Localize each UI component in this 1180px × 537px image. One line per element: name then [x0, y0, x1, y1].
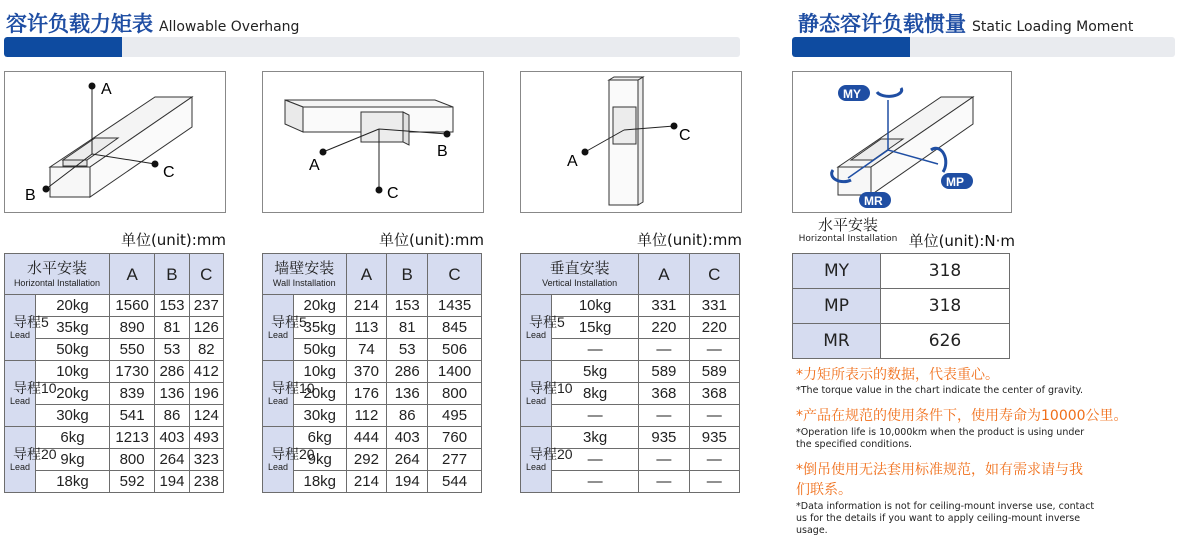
lead-group-label	[263, 427, 315, 493]
value-cell: 403	[155, 427, 189, 449]
label-b: B	[437, 143, 448, 160]
table-title-cell	[5, 254, 110, 295]
value-cell: 238	[189, 471, 223, 493]
value-cell: 370	[346, 361, 387, 383]
load-cell: 10kg	[36, 361, 110, 383]
value-cell: 1400	[428, 361, 482, 383]
value-cell: 544	[428, 471, 482, 493]
column-header: A	[109, 254, 154, 295]
value-cell: 112	[346, 405, 387, 427]
value-cell: 220	[689, 317, 739, 339]
lead-label-cn: 导程5	[13, 313, 49, 330]
lead-label-en: Lead	[267, 329, 289, 340]
moment-value-cell: 626	[881, 324, 1010, 359]
lead-group-label	[5, 427, 57, 493]
load-cell: 8kg	[552, 383, 639, 405]
load-cell: 20kg	[36, 383, 110, 405]
value-cell: 126	[189, 317, 223, 339]
value-cell: 1730	[109, 361, 154, 383]
moment-key-cell: MP	[793, 289, 881, 324]
value-cell: 412	[189, 361, 223, 383]
table-row	[263, 295, 482, 317]
load-cell: 5kg	[552, 361, 639, 383]
table-row	[5, 361, 224, 383]
value-cell: 286	[155, 361, 189, 383]
wall-table	[262, 253, 482, 493]
label-c: C	[163, 164, 175, 181]
moment-table	[792, 253, 1010, 359]
value-cell: 124	[189, 405, 223, 427]
moment-key-cell: MR	[793, 324, 881, 359]
horizontal-rail-drawing	[5, 72, 225, 212]
label-a: A	[101, 81, 112, 98]
table-row	[263, 405, 482, 427]
load-cell: 6kg	[294, 427, 347, 449]
moment-diagram	[792, 71, 1012, 213]
load-cell: —	[552, 405, 639, 427]
lead-label-en: Lead	[9, 395, 31, 406]
value-cell: 839	[109, 383, 154, 405]
value-cell: 331	[689, 295, 739, 317]
load-cell: 30kg	[36, 405, 110, 427]
value-cell: 935	[689, 427, 739, 449]
value-cell: 214	[346, 295, 387, 317]
load-cell: 20kg	[294, 295, 347, 317]
table-header-row	[263, 254, 482, 295]
load-cell: 30kg	[294, 405, 347, 427]
table-row	[263, 339, 482, 361]
value-cell: —	[689, 405, 739, 427]
title-cn: 容许负载力矩表	[6, 12, 153, 36]
value-cell: 495	[428, 405, 482, 427]
value-cell: 74	[346, 339, 387, 361]
moment-row	[793, 254, 1010, 289]
lead-label-cn: 导程20	[271, 445, 315, 462]
value-cell: 845	[428, 317, 482, 339]
lead-group-label	[263, 361, 315, 427]
column-header: C	[428, 254, 482, 295]
lead-label-en: Lead	[267, 461, 289, 472]
table-row	[5, 427, 224, 449]
table-row	[5, 405, 224, 427]
column-header: C	[689, 254, 739, 295]
value-cell: 153	[387, 295, 428, 317]
lead-label-en: Lead	[9, 461, 31, 472]
horizontal-diagram	[4, 71, 226, 213]
label-c: C	[387, 185, 399, 202]
label-a: A	[567, 153, 578, 170]
table-row	[5, 471, 224, 493]
value-cell: 53	[387, 339, 428, 361]
value-cell: 890	[109, 317, 154, 339]
value-cell: 153	[155, 295, 189, 317]
column-header: A	[639, 254, 689, 295]
table-title-en: Horizontal Installation	[13, 277, 100, 288]
table-title-cell	[521, 254, 639, 295]
column-header: C	[189, 254, 223, 295]
value-cell: 403	[387, 427, 428, 449]
table-row	[263, 361, 482, 383]
title-en: Allowable Overhang	[159, 19, 300, 35]
value-cell: 86	[387, 405, 428, 427]
load-cell: —	[552, 449, 639, 471]
column-header: B	[387, 254, 428, 295]
lead-label-cn: 导程10	[13, 379, 57, 396]
lead-label-cn: 导程10	[529, 379, 573, 396]
section-bar-right	[792, 37, 1175, 57]
lead-group-label	[521, 427, 573, 493]
wall-rail-drawing	[263, 72, 483, 212]
value-cell: 506	[428, 339, 482, 361]
value-cell: 541	[109, 405, 154, 427]
lead-label-cn: 导程5	[271, 313, 307, 330]
load-cell: 15kg	[552, 317, 639, 339]
value-cell: 935	[639, 427, 689, 449]
note-3-cn: *倒吊使用无法套用标准规范，如有需求请与我们联系。	[796, 462, 1083, 498]
note-1-cn: *力矩所表示的数据，代表重心。	[796, 367, 999, 383]
load-cell: 10kg	[294, 361, 347, 383]
value-cell: 1213	[109, 427, 154, 449]
load-cell: —	[552, 471, 639, 493]
section-bar-left	[4, 37, 740, 57]
value-cell: 331	[639, 295, 689, 317]
table-title-en: Vertical Installation	[542, 277, 618, 288]
lead-group-label	[5, 361, 57, 427]
value-cell: 589	[689, 361, 739, 383]
table-header-row	[5, 254, 224, 295]
value-cell: 277	[428, 449, 482, 471]
unit-label-horizontal: 单位(unit):mm	[120, 231, 226, 249]
value-cell: 368	[689, 383, 739, 405]
load-cell: 18kg	[36, 471, 110, 493]
value-cell: 286	[387, 361, 428, 383]
value-cell: 592	[109, 471, 154, 493]
load-cell: 20kg	[294, 383, 347, 405]
lead-label-en: Lead	[525, 461, 547, 472]
note-3-en: *Data information is not for ceiling-mount inverse use, contact us for the details if you want to apply ceiling-mount inverse usage.	[796, 501, 1095, 536]
value-cell: 196	[189, 383, 223, 405]
value-cell: —	[639, 471, 689, 493]
table-title-cn: 墙壁安装	[274, 259, 335, 277]
moment-title-cn: 水平安装	[817, 216, 878, 234]
value-cell: 323	[189, 449, 223, 471]
value-cell: 220	[639, 317, 689, 339]
load-cell: —	[552, 339, 639, 361]
table-row	[5, 295, 224, 317]
moment-title-en: Horizontal Installation	[798, 234, 898, 244]
notes	[796, 364, 1176, 537]
value-cell: 800	[428, 383, 482, 405]
value-cell: 1560	[109, 295, 154, 317]
table-row	[521, 427, 740, 449]
lead-label-en: Lead	[525, 329, 547, 340]
note-1-en: *The torque value in the chart indicate the center of gravity.	[796, 385, 1083, 396]
title-cn: 静态容许负载惯量	[798, 12, 966, 36]
table-row	[521, 361, 740, 383]
value-cell: —	[689, 449, 739, 471]
value-cell: 1435	[428, 295, 482, 317]
value-cell: 82	[189, 339, 223, 361]
table-title-cn: 水平安装	[26, 259, 87, 277]
column-header: A	[346, 254, 387, 295]
label-mr: MR	[864, 194, 883, 208]
load-cell: 3kg	[552, 427, 639, 449]
value-cell: 800	[109, 449, 154, 471]
load-cell: 50kg	[294, 339, 347, 361]
value-cell: 86	[155, 405, 189, 427]
lead-label-cn: 导程20	[529, 445, 573, 462]
moment-value-cell: 318	[881, 254, 1010, 289]
lead-group-label	[521, 295, 565, 361]
column-header: B	[155, 254, 189, 295]
lead-label-en: Lead	[525, 395, 547, 406]
value-cell: 589	[639, 361, 689, 383]
load-cell: 20kg	[36, 295, 110, 317]
lead-label-en: Lead	[9, 329, 31, 340]
lead-group-label	[5, 295, 49, 361]
load-cell: 6kg	[36, 427, 110, 449]
value-cell: 368	[639, 383, 689, 405]
table-row	[521, 471, 740, 493]
moment-row	[793, 289, 1010, 324]
value-cell: 81	[155, 317, 189, 339]
allowable-overhang-title	[6, 8, 299, 38]
unit-label-vertical: 单位(unit):mm	[636, 231, 742, 249]
moment-rail-drawing	[793, 72, 1011, 212]
lead-label-cn: 导程5	[529, 313, 565, 330]
vertical-rail-drawing	[521, 72, 741, 212]
table-title-cn: 垂直安装	[549, 259, 610, 277]
value-cell: 194	[155, 471, 189, 493]
note-2-cn: *产品在规范的使用条件下，使用寿命为10000公里。	[796, 408, 1128, 424]
label-b: B	[25, 187, 36, 204]
vertical-table	[520, 253, 740, 493]
value-cell: 237	[189, 295, 223, 317]
table-row	[521, 339, 740, 361]
value-cell: 214	[346, 471, 387, 493]
lead-label-en: Lead	[267, 395, 289, 406]
value-cell: 493	[189, 427, 223, 449]
load-cell: 10kg	[552, 295, 639, 317]
table-title-cell	[263, 254, 347, 295]
lead-group-label	[263, 295, 307, 361]
moment-value-cell: 318	[881, 289, 1010, 324]
load-cell: 50kg	[36, 339, 110, 361]
label-c: C	[679, 127, 691, 144]
static-loading-moment-title	[798, 8, 1133, 38]
value-cell: 292	[346, 449, 387, 471]
label-a: A	[309, 157, 320, 174]
table-row	[521, 295, 740, 317]
value-cell: —	[639, 449, 689, 471]
lead-label-cn: 导程20	[13, 445, 57, 462]
horizontal-table	[4, 253, 224, 493]
vertical-diagram	[520, 71, 742, 213]
value-cell: —	[689, 339, 739, 361]
load-cell: 35kg	[294, 317, 347, 339]
table-row	[5, 339, 224, 361]
value-cell: 550	[109, 339, 154, 361]
wall-diagram	[262, 71, 484, 213]
label-my: MY	[843, 87, 861, 101]
unit-label-moment: 单位(unit):N·m	[908, 232, 1015, 250]
unit-label-wall: 单位(unit):mm	[378, 231, 484, 249]
value-cell: 113	[346, 317, 387, 339]
value-cell: 136	[387, 383, 428, 405]
load-cell: 9kg	[294, 449, 347, 471]
title-en: Static Loading Moment	[972, 19, 1134, 35]
value-cell: 264	[155, 449, 189, 471]
load-cell: 18kg	[294, 471, 347, 493]
value-cell: 176	[346, 383, 387, 405]
value-cell: 194	[387, 471, 428, 493]
moment-row	[793, 324, 1010, 359]
lead-label-cn: 导程10	[271, 379, 315, 396]
moment-table-title	[798, 216, 898, 245]
note-2-en: *Operation life is 10,000km when the product is using under the specified conditions.	[796, 427, 1085, 450]
table-header-row	[521, 254, 740, 295]
value-cell: 81	[387, 317, 428, 339]
value-cell: 760	[428, 427, 482, 449]
table-row	[521, 405, 740, 427]
label-mp: MP	[946, 175, 964, 189]
value-cell: 53	[155, 339, 189, 361]
table-row	[263, 471, 482, 493]
load-cell: 9kg	[36, 449, 110, 471]
table-row	[263, 427, 482, 449]
load-cell: 35kg	[36, 317, 110, 339]
value-cell: 444	[346, 427, 387, 449]
value-cell: —	[689, 471, 739, 493]
value-cell: 264	[387, 449, 428, 471]
table-title-en: Wall Installation	[272, 277, 336, 288]
value-cell: 136	[155, 383, 189, 405]
moment-key-cell: MY	[793, 254, 881, 289]
lead-group-label	[521, 361, 573, 427]
value-cell: —	[639, 339, 689, 361]
value-cell: —	[639, 405, 689, 427]
